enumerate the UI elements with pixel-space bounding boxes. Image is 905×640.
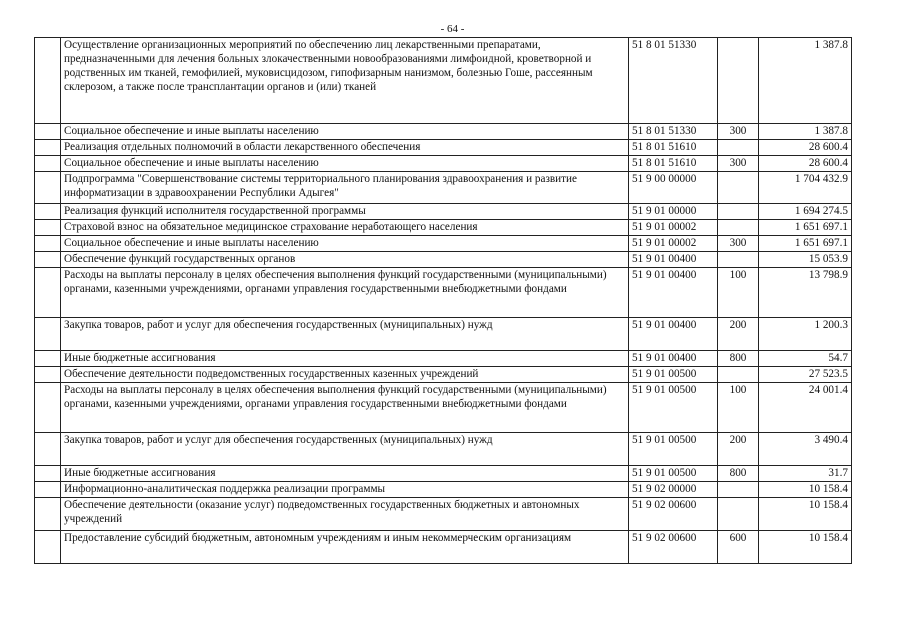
table-row — [35, 498, 852, 531]
target-article-code: 51 9 01 00002 — [629, 236, 718, 252]
amount: 10 158.4 — [759, 531, 852, 564]
expense-name: Подпрограмма "Совершенствование системы территориального планирования здравоохранения и развитие информатизации в здравоохранении Республики Адыгея" — [61, 172, 629, 204]
table-row — [35, 433, 852, 466]
amount: 28 600.4 — [759, 156, 852, 172]
target-article-code: 51 9 01 00002 — [629, 220, 718, 236]
expense-name: Закупка товаров, работ и услуг для обеспечения государственных (муниципальных) нужд — [61, 433, 629, 466]
target-article-code: 51 8 01 51610 — [629, 156, 718, 172]
target-article-code: 51 9 01 00400 — [629, 351, 718, 367]
table-row — [35, 367, 852, 383]
row-number-cell — [35, 156, 61, 172]
target-article-code: 51 9 01 00000 — [629, 204, 718, 220]
row-number-cell — [35, 124, 61, 140]
target-article-code: 51 9 02 00600 — [629, 498, 718, 531]
amount: 1 694 274.5 — [759, 204, 852, 220]
expense-name: Иные бюджетные ассигнования — [61, 351, 629, 367]
row-number-cell — [35, 268, 61, 318]
expense-type-code: 800 — [718, 466, 759, 482]
expense-name: Иные бюджетные ассигнования — [61, 466, 629, 482]
amount: 1 704 432.9 — [759, 172, 852, 204]
table-row — [35, 236, 852, 252]
table-row — [35, 252, 852, 268]
amount: 31.7 — [759, 466, 852, 482]
expense-name: Расходы на выплаты персоналу в целях обеспечения выполнения функций государственными (муниципальными) органами, казенными учреждениями, органами управления государственными внебюджетными фондами — [61, 268, 629, 318]
row-number-cell — [35, 498, 61, 531]
row-number-cell — [35, 38, 61, 124]
target-article-code: 51 9 01 00400 — [629, 252, 718, 268]
table-row — [35, 156, 852, 172]
table-row — [35, 531, 852, 564]
expense-type-code — [718, 204, 759, 220]
expense-type-code: 200 — [718, 433, 759, 466]
budget-table — [34, 37, 852, 564]
row-number-cell — [35, 220, 61, 236]
row-number-cell — [35, 367, 61, 383]
expense-name: Страховой взнос на обязательное медицинское страхование неработающего населения — [61, 220, 629, 236]
target-article-code: 51 9 00 00000 — [629, 172, 718, 204]
expense-name: Информационно-аналитическая поддержка реализации программы — [61, 482, 629, 498]
expense-name: Обеспечение деятельности подведомственных государственных казенных учреждений — [61, 367, 629, 383]
amount: 1 651 697.1 — [759, 236, 852, 252]
target-article-code: 51 9 02 00600 — [629, 531, 718, 564]
row-number-cell — [35, 140, 61, 156]
table-row — [35, 466, 852, 482]
expense-name: Предоставление субсидий бюджетным, автономным учреждениям и иным некоммерческим организациям — [61, 531, 629, 564]
target-article-code: 51 9 02 00000 — [629, 482, 718, 498]
expense-type-code: 300 — [718, 156, 759, 172]
expense-name: Осуществление организационных мероприятий по обеспечению лиц лекарственными препаратами, предназначенными для лечения больных злокачественными новообразованиями лимфоидной, кроветворной и родственных им тканей, гемофилией, муковисцидозом, гипофизарным нанизмом, болезнью Гоше, рассеянным склерозом, а также после трансплантации органов и (или) тканей — [61, 38, 629, 124]
expense-type-code: 300 — [718, 124, 759, 140]
expense-type-code — [718, 482, 759, 498]
table-row — [35, 220, 852, 236]
table-row — [35, 482, 852, 498]
target-article-code: 51 9 01 00500 — [629, 433, 718, 466]
target-article-code: 51 8 01 51330 — [629, 124, 718, 140]
page-number: - 64 - — [440, 23, 465, 35]
amount: 15 053.9 — [759, 252, 852, 268]
amount: 1 200.3 — [759, 318, 852, 351]
target-article-code: 51 9 01 00500 — [629, 383, 718, 433]
table-row — [35, 204, 852, 220]
table-row — [35, 38, 852, 124]
row-number-cell — [35, 433, 61, 466]
row-number-cell — [35, 482, 61, 498]
amount: 10 158.4 — [759, 498, 852, 531]
expense-name: Социальное обеспечение и иные выплаты населению — [61, 156, 629, 172]
target-article-code: 51 9 01 00500 — [629, 367, 718, 383]
table-row — [35, 140, 852, 156]
row-number-cell — [35, 172, 61, 204]
row-number-cell — [35, 531, 61, 564]
expense-name: Расходы на выплаты персоналу в целях обеспечения выполнения функций государственными (муниципальными) органами, казенными учреждениями, органами управления государственными внебюджетными фондами — [61, 383, 629, 433]
expense-name: Закупка товаров, работ и услуг для обеспечения государственных (муниципальных) нужд — [61, 318, 629, 351]
expense-type-code — [718, 38, 759, 124]
table-row — [35, 268, 852, 318]
row-number-cell — [35, 236, 61, 252]
expense-type-code — [718, 252, 759, 268]
expense-type-code: 100 — [718, 383, 759, 433]
table-row — [35, 124, 852, 140]
amount: 10 158.4 — [759, 482, 852, 498]
row-number-cell — [35, 204, 61, 220]
amount: 13 798.9 — [759, 268, 852, 318]
expense-type-code: 200 — [718, 318, 759, 351]
row-number-cell — [35, 252, 61, 268]
expense-name: Обеспечение функций государственных органов — [61, 252, 629, 268]
expense-name: Реализация функций исполнителя государственной программы — [61, 204, 629, 220]
amount: 28 600.4 — [759, 140, 852, 156]
row-number-cell — [35, 318, 61, 351]
row-number-cell — [35, 466, 61, 482]
target-article-code: 51 8 01 51330 — [629, 38, 718, 124]
amount: 24 001.4 — [759, 383, 852, 433]
expense-type-code — [718, 220, 759, 236]
expense-type-code: 800 — [718, 351, 759, 367]
expense-name: Социальное обеспечение и иные выплаты населению — [61, 124, 629, 140]
row-number-cell — [35, 351, 61, 367]
target-article-code: 51 9 01 00400 — [629, 318, 718, 351]
table-row — [35, 172, 852, 204]
amount: 1 387.8 — [759, 124, 852, 140]
table-row — [35, 318, 852, 351]
expense-type-code: 600 — [718, 531, 759, 564]
expense-type-code: 300 — [718, 236, 759, 252]
table-row — [35, 351, 852, 367]
expense-type-code: 100 — [718, 268, 759, 318]
expense-type-code — [718, 140, 759, 156]
amount: 54.7 — [759, 351, 852, 367]
table-row — [35, 383, 852, 433]
expense-name: Обеспечение деятельности (оказание услуг) подведомственных государственных бюджетных и автономных учреждений — [61, 498, 629, 531]
row-number-cell — [35, 383, 61, 433]
expense-type-code — [718, 498, 759, 531]
expense-name: Реализация отдельных полномочий в области лекарственного обеспечения — [61, 140, 629, 156]
amount: 1 651 697.1 — [759, 220, 852, 236]
target-article-code: 51 9 01 00400 — [629, 268, 718, 318]
amount: 1 387.8 — [759, 38, 852, 124]
expense-type-code — [718, 172, 759, 204]
amount: 3 490.4 — [759, 433, 852, 466]
expense-name: Социальное обеспечение и иные выплаты населению — [61, 236, 629, 252]
amount: 27 523.5 — [759, 367, 852, 383]
target-article-code: 51 8 01 51610 — [629, 140, 718, 156]
expense-type-code — [718, 367, 759, 383]
target-article-code: 51 9 01 00500 — [629, 466, 718, 482]
